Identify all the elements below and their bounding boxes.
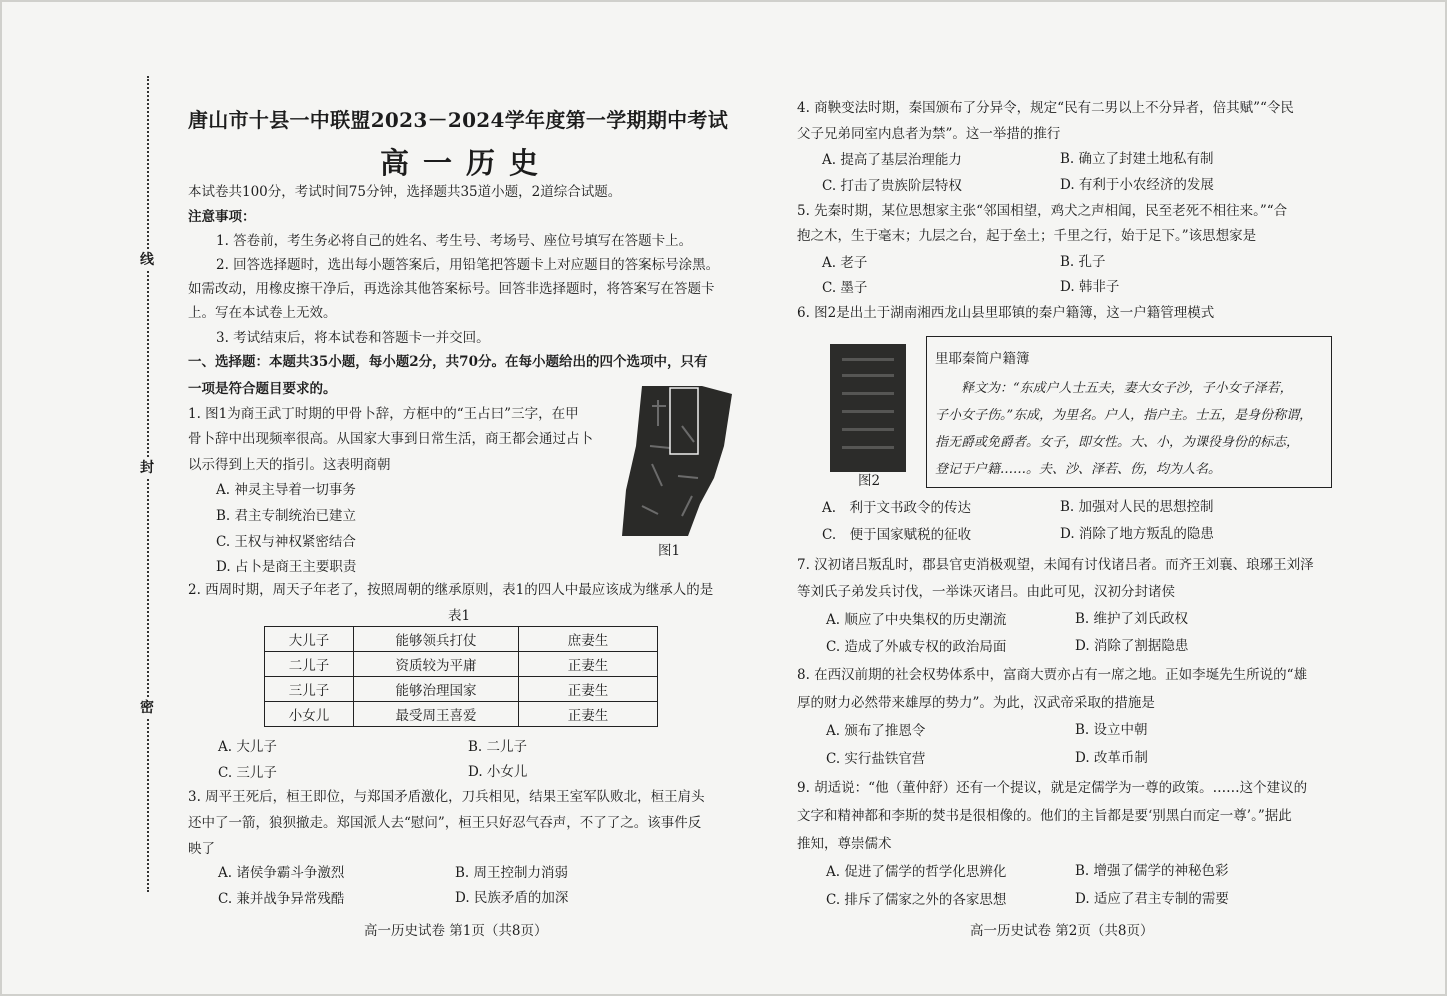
fig1-caption: 图1 — [658, 543, 681, 559]
q4-stem-line1: 4. 商鞅变法时期，秦国颁布了分异令，规定“民有二男以上不分异者，倍其赋”“令民 — [797, 100, 1294, 116]
instructions-item-2c: 上。写在本试卷上无效。 — [188, 305, 337, 321]
binding-char-xian: 线 — [140, 252, 154, 268]
q5-stem-line2: 抱之木，生于毫末；九层之台，起于垒土；千里之行，始于足下。”该思想家是 — [797, 228, 1257, 244]
q7-stem-line2: 等刘氏子弟发兵讨伐，一举诛灭诸吕。由此可见，汉初分封诸侯 — [797, 584, 1175, 600]
instructions-item-2a: 2. 回答选择题时，选出每小题答案后，用铅笔把答题卡上对应题目的答案标号涂黑。 — [216, 257, 720, 273]
q2-option-b: B. 二儿子 — [468, 739, 528, 755]
box-title: 里耶秦简户籍簿 — [935, 351, 1030, 367]
q7-stem-line1: 7. 汉初诸吕叛乱时，郡县官吏消极观望，未闻有讨伐诸吕者。而齐王刘襄、琅琊王刘泽 — [797, 557, 1314, 573]
q8-option-a: A. 颁布了推恩令 — [826, 723, 926, 739]
q5-option-c: C. 墨子 — [822, 280, 868, 296]
instructions-item-2b: 如需改动，用橡皮擦干净后，再选涂其他答案标号。回答非选择题时，将答案写在答题卡 — [188, 281, 715, 297]
q6-option-c: C. 便于国家赋税的征收 — [822, 527, 972, 543]
q4-stem-line2: 父子兄弟同室内息者为禁”。这一举措的推行 — [797, 126, 1061, 142]
q9-option-b: B. 增强了儒学的神秘色彩 — [1075, 863, 1229, 879]
q9-stem-line3: 推知，尊崇儒术 — [797, 836, 892, 852]
table-cell: 能够领兵打仗 — [354, 627, 519, 652]
table-cell: 正妻生 — [519, 677, 658, 702]
binding-char-mi: 密 — [140, 700, 154, 716]
binding-char-feng: 封 — [140, 460, 154, 476]
q7-option-b: B. 维护了刘氏政权 — [1075, 611, 1189, 627]
q1-option-a: A. 神灵主导着一切事务 — [216, 482, 356, 498]
q6-stem: 6. 图2是出土于湖南湘西龙山县里耶镇的秦户籍簿，这一户籍管理模式 — [797, 305, 1215, 321]
q2-stem: 2. 西周时期，周天子年老了，按照周朝的继承原则，表1的四人中最应该成为继承人的是 — [188, 582, 714, 598]
household-register-box — [926, 336, 1332, 488]
q5-option-b: B. 孔子 — [1060, 254, 1106, 270]
q7-option-a: A. 顺应了中央集权的历史潮流 — [826, 612, 1007, 628]
table-cell: 最受周王喜爱 — [354, 702, 519, 727]
q4-option-c: C. 打击了贵族阶层特权 — [822, 178, 962, 194]
q3-option-a: A. 诸侯争霸斗争激烈 — [218, 865, 345, 881]
table-cell: 大儿子 — [265, 627, 354, 652]
q3-stem-line1: 3. 周平王死后，桓王即位，与郑国矛盾激化，刀兵相见，结果王室军队败北，桓王肩头 — [188, 789, 705, 805]
table-row — [265, 627, 658, 652]
q4-option-b: B. 确立了封建土地私有制 — [1060, 151, 1214, 167]
q7-option-c: C. 造成了外戚专权的政治局面 — [826, 639, 1007, 655]
exam-title: 唐山市十县一中联盟2023－2024学年度第一学期期中考试 — [188, 108, 729, 132]
table-cell: 能够治理国家 — [354, 677, 519, 702]
q3-option-d: D. 民族矛盾的加深 — [455, 890, 569, 906]
section1-line2: 一项是符合题目要求的。 — [188, 381, 337, 397]
q7-option-d: D. 消除了割据隐患 — [1075, 638, 1189, 654]
table-cell: 资质较为平庸 — [354, 652, 519, 677]
q1-stem-line1: 1. 图1为商王武丁时期的甲骨卜辞，方框中的“王占曰”三字，在甲 — [188, 406, 579, 422]
footer-page-1: 高一历史试卷 第1页（共8页） — [364, 923, 548, 939]
subject-title: 高一历史 — [380, 146, 553, 180]
qin-bamboo-slip-image — [830, 344, 906, 472]
q8-option-c: C. 实行盐铁官营 — [826, 751, 926, 767]
instructions-intro: 本试卷共100分，考试时间75分钟，选择题共35道小题，2道综合试题。 — [188, 184, 622, 200]
q9-option-c: C. 排斥了儒家之外的各家思想 — [826, 892, 1007, 908]
q8-stem-line2: 厚的财力必然带来雄厚的势力”。为此，汉武帝采取的措施是 — [797, 695, 1155, 711]
q8-stem-line1: 8. 在西汉前期的社会权势体系中，富商大贾亦占有一席之地。正如李埏先生所说的“雄 — [797, 667, 1308, 683]
q2-option-c: C. 三儿子 — [218, 765, 277, 781]
q1-option-c: C. 王权与神权紧密结合 — [216, 534, 356, 550]
q8-option-d: D. 改革币制 — [1075, 750, 1148, 766]
q5-stem-line1: 5. 先秦时期，某位思想家主张“邻国相望，鸡犬之声相闻，民至老死不相往来。”“合 — [797, 203, 1288, 219]
box-line-2: 子小女子伤。”东成，为里名。户人，指户主。士五，是身份称谓， — [935, 408, 1313, 423]
section1-line1: 一、选择题：本题共35小题，每小题2分，共70分。在每小题给出的四个选项中，只有 — [188, 354, 708, 370]
q3-option-c: C. 兼并战争异常残酷 — [218, 891, 345, 907]
table-cell: 正妻生 — [519, 702, 658, 727]
box-line-3: 指无爵或免爵者。女子，即女性。大、小，为课役身份的标志， — [935, 435, 1300, 450]
table-cell: 小女儿 — [265, 702, 354, 727]
table-cell: 正妻生 — [519, 652, 658, 677]
binding-dotted-line — [147, 76, 149, 892]
q1-option-b: B. 君主专制统治已建立 — [216, 508, 357, 524]
table-row — [265, 652, 658, 677]
q9-stem-line2: 文字和精神都和李斯的焚书是很相像的。他们的主旨都是要‘别黑白而定一尊’。”据此 — [797, 808, 1292, 824]
q2-option-a: A. 大儿子 — [218, 739, 277, 755]
q6-option-b: B. 加强对人民的思想控制 — [1060, 499, 1214, 515]
q9-option-a: A. 促进了儒学的哲学化思辨化 — [826, 864, 1007, 880]
q5-option-a: A. 老子 — [822, 255, 868, 271]
table-cell: 庶妻生 — [519, 627, 658, 652]
q1-stem-line2: 骨卜辞中出现频率很高。从国家大事到日常生活，商王都会通过占卜 — [188, 431, 593, 447]
q8-option-b: B. 设立中朝 — [1075, 722, 1148, 738]
q6-option-a: A. 利于文书政令的传达 — [822, 500, 972, 516]
instructions-heading: 注意事项： — [188, 209, 256, 225]
q9-stem-line1: 9. 胡适说：“他（董仲舒）还有一个提议，就是定儒学为一尊的政策。……这个建议的 — [797, 780, 1308, 796]
q2-option-d: D. 小女儿 — [468, 764, 528, 780]
table-cell: 二儿子 — [265, 652, 354, 677]
q3-stem-line3: 映了 — [188, 841, 215, 857]
table1-caption: 表1 — [448, 608, 471, 624]
footer-page-2: 高一历史试卷 第2页（共8页） — [970, 923, 1154, 939]
box-line-1: 释文为：“东成户人士五夫，妻大女子沙，子小女子泽若， — [961, 381, 1293, 396]
q5-option-d: D. 韩非子 — [1060, 279, 1120, 295]
box-line-4: 登记于户籍……。夫、沙、泽若、伤，均为人名。 — [935, 462, 1222, 477]
table-row — [265, 677, 658, 702]
fig2-caption: 图2 — [858, 473, 881, 489]
table-row — [265, 702, 658, 727]
instructions-item-3: 3. 考试结束后，将本试卷和答题卡一并交回。 — [216, 330, 490, 346]
q3-option-b: B. 周王控制力消弱 — [455, 865, 569, 881]
q1-option-d: D. 占卜是商王主要职责 — [216, 559, 357, 575]
succession-table — [264, 626, 658, 727]
q6-option-d: D. 消除了地方叛乱的隐患 — [1060, 526, 1214, 542]
q4-option-a: A. 提高了基层治理能力 — [822, 152, 962, 168]
table-cell: 三儿子 — [265, 677, 354, 702]
q9-option-d: D. 适应了君主专制的需要 — [1075, 891, 1229, 907]
q1-stem-line3: 以示得到上天的指引。这表明商朝 — [188, 457, 391, 473]
q4-option-d: D. 有利于小农经济的发展 — [1060, 177, 1214, 193]
oracle-bone-image — [622, 386, 732, 536]
q3-stem-line2: 还中了一箭，狼狈撤走。郑国派人去“慰问”，桓王只好忍气吞声，不了了之。该事件反 — [188, 815, 702, 831]
instructions-item-1: 1. 答卷前，考生务必将自己的姓名、考生号、考场号、座位号填写在答题卡上。 — [216, 233, 693, 249]
